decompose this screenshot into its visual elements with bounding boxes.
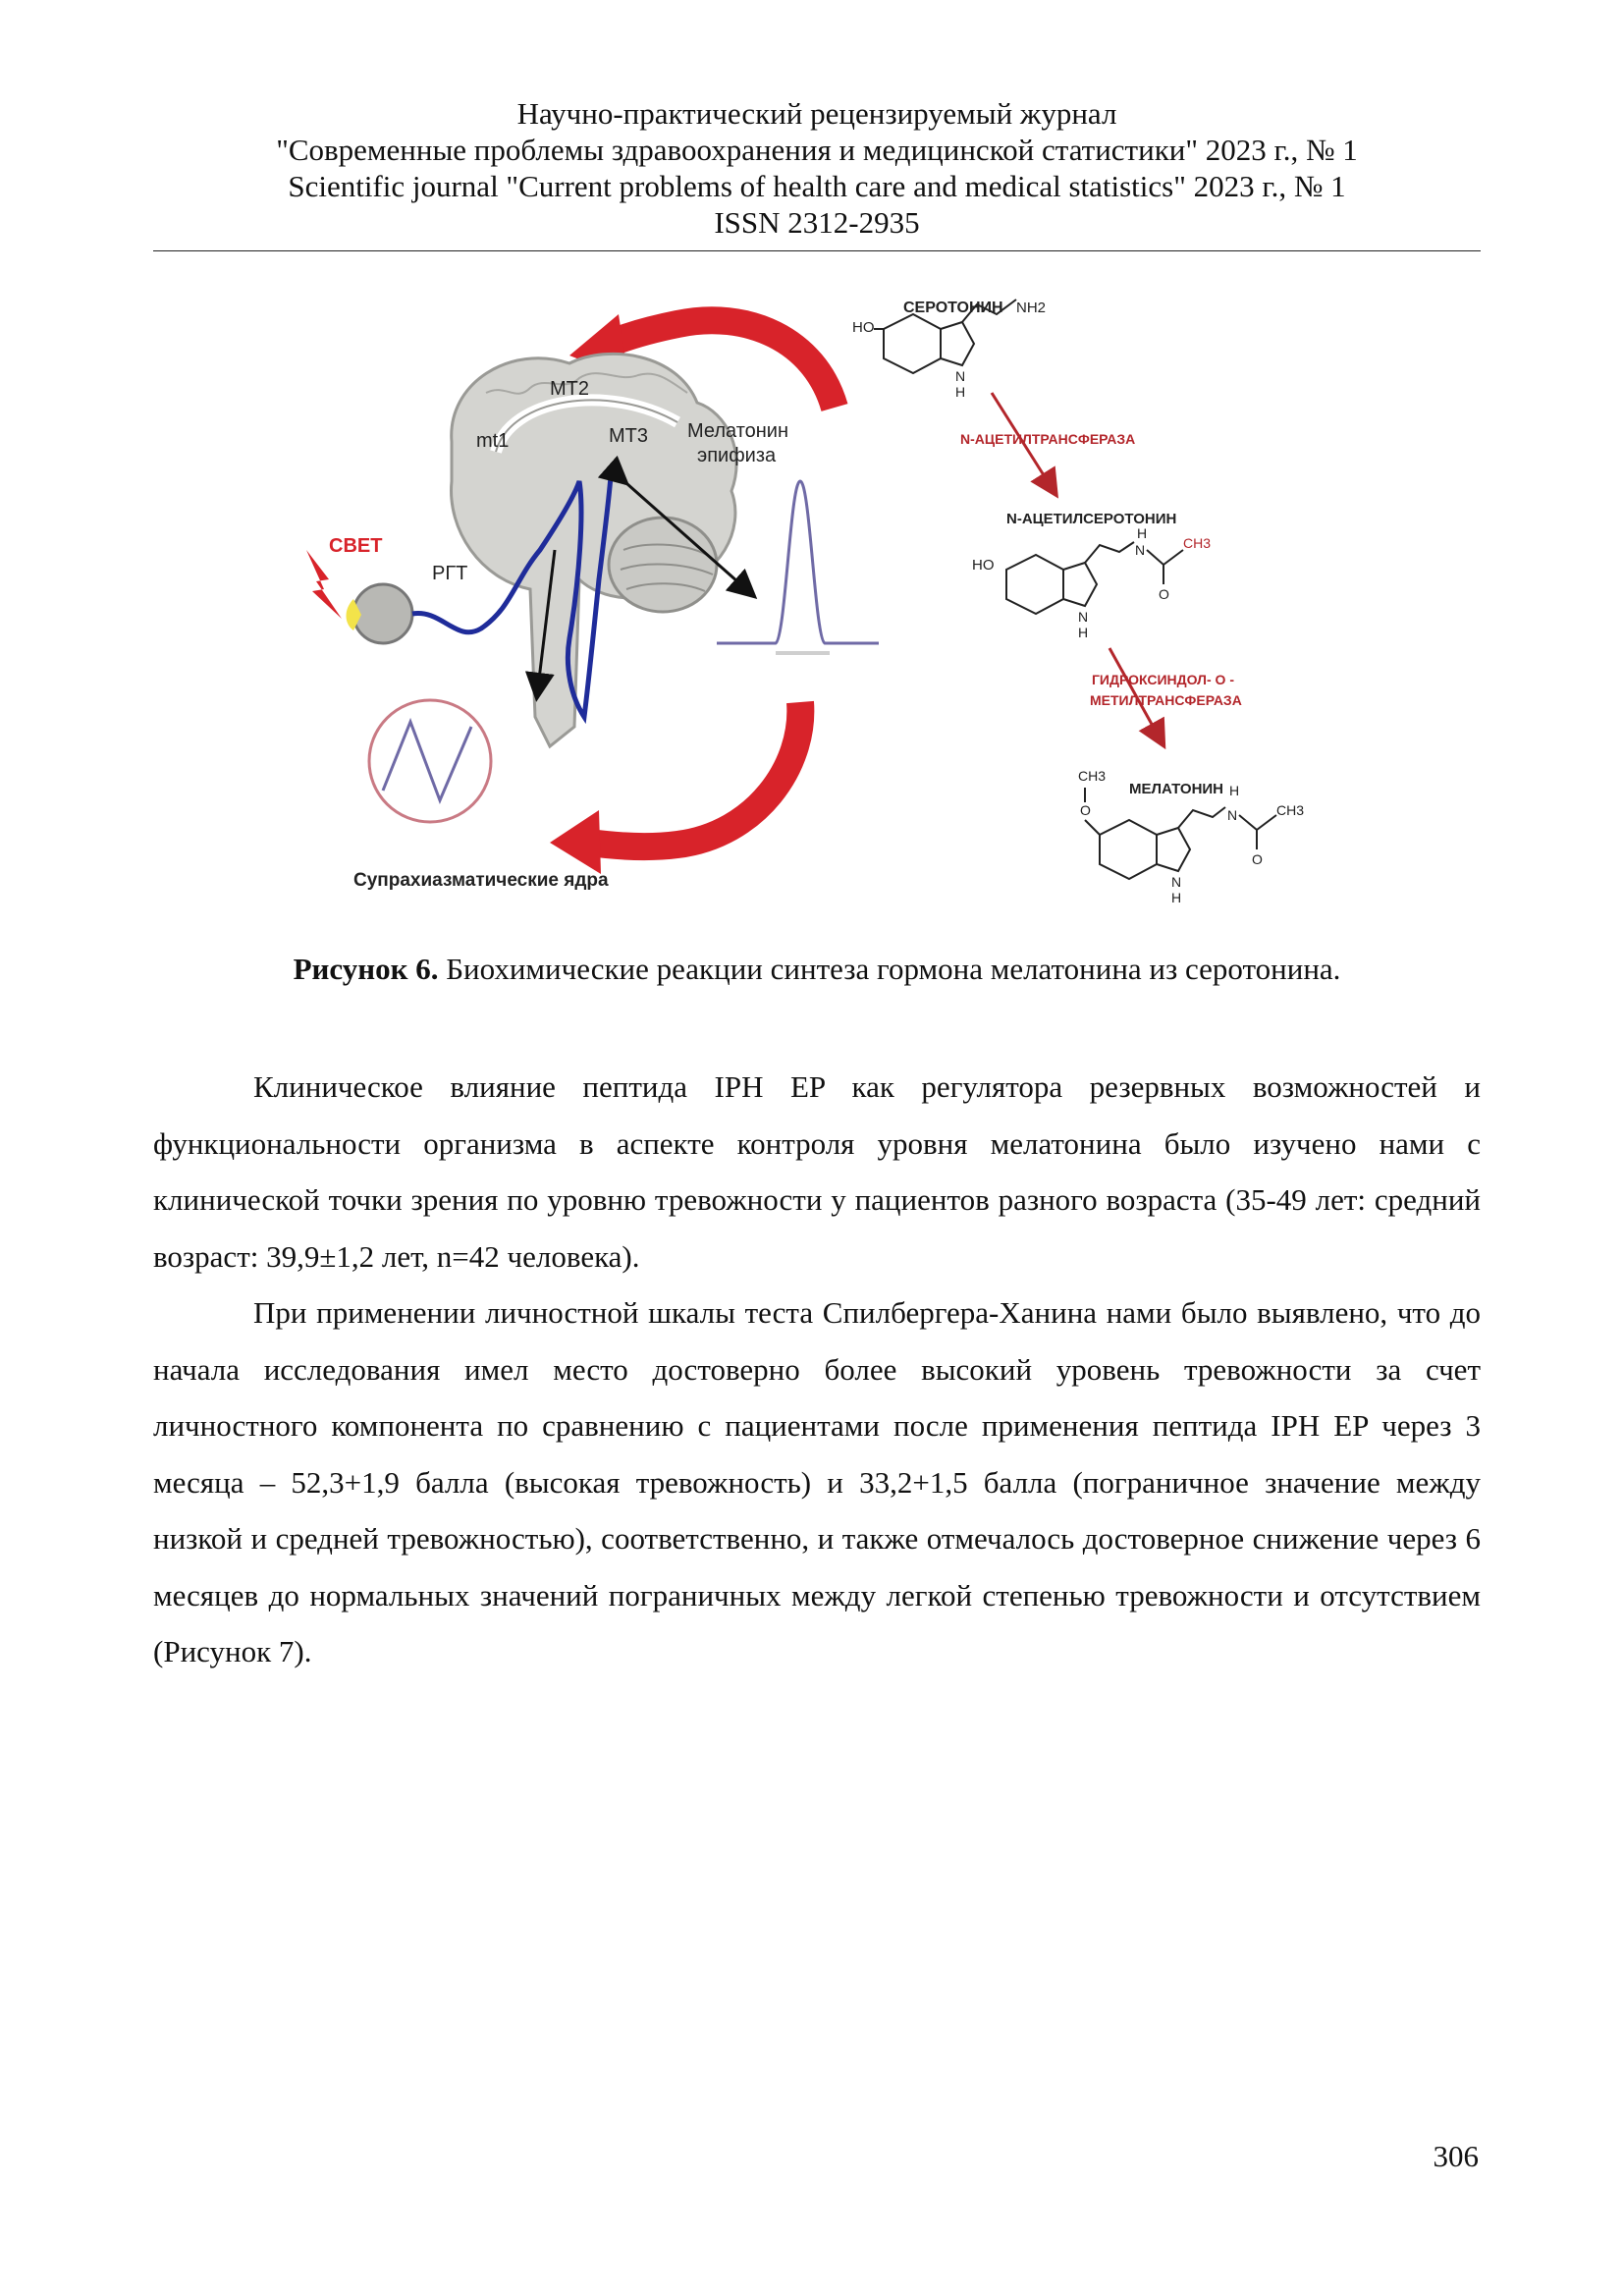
eye-icon [353,584,412,643]
nas-ring-h: H [1078,625,1089,640]
header-line-3: Scientific journal "Current problems of health care and medical statistics" 2023 г., № 1 [288,169,1346,203]
label-n-acetylserotonin: N-АЦЕТИЛСЕРОТОНИН [1006,511,1177,527]
lightning-icon [306,550,342,619]
mel-nh-h: H [1229,783,1240,798]
scn-oscillator-icon [369,700,491,822]
figure-6 [285,285,1355,923]
label-melatonin-line1: Мелатонин [687,420,789,442]
journal-header [153,95,1481,241]
label-melatonin: МЕЛАТОНИН [1129,781,1224,797]
bottom-cycle-arrow [589,702,800,847]
nas-ho: HO [972,557,995,574]
header-rule [153,250,1481,251]
label-svet: СВЕТ [329,535,383,557]
label-enzyme2-line1: ГИДРОКСИНДОЛ- О - [1092,672,1234,687]
mel-ring-n: N [1171,874,1182,890]
label-mt1: mt1 [476,430,510,452]
caption-label: Рисунок 6. [293,952,439,986]
label-enzyme2-line2: МЕТИЛТРАНСФЕРАЗА [1090,692,1242,708]
header-line-2: "Современные проблемы здравоохранения и медицинской статистики" 2023 г., № 1 [276,133,1358,167]
bottom-cycle-arrowhead [550,810,601,874]
mel-och3: CH3 [1078,768,1107,784]
serotonin-n: N [955,368,966,384]
figure-caption [153,950,1481,989]
header-line-4: ISSN 2312-2935 [714,205,920,240]
figure-6-illustration [285,285,1355,923]
serotonin-nh2: NH2 [1016,300,1047,316]
melatonin-peak-curve [717,481,879,643]
label-enzyme1: N-АЦЕТИЛТРАНСФЕРАЗА [960,431,1136,447]
label-serotonin: СЕРОТОНИН [903,300,1003,316]
mel-ch3: CH3 [1276,802,1305,818]
label-mt2: MT2 [550,378,589,400]
label-melatonin-line2: эпифиза [697,445,777,466]
label-mt3: MT3 [609,425,648,447]
nas-nh-n: N [1135,542,1146,558]
header-line-1: Научно-практический рецензируемый журнал [516,96,1117,131]
page-number: 306 [1433,2139,1479,2173]
mel-nh-n: N [1227,807,1238,823]
paragraph-2: При применении личностной шкалы теста Спилбергера-Ханина нами было выявлено, что до начала исследования имел место достоверно более высокий уровень тревожности за счет личностного компонента по сравнению с пациентами после применения пептида IPH EP через 3 месяца – 52,3+1,9 балла (высокая тревожность) и 33,2+1,5 балла (пограничное значение между низкой и средней тревожностью), соответственно, и также отмечалось достоверное снижение через 6 месяцев до нормальных значений пограничных между легкой степенью тревожности и отсутствием (Рисунок 7). [153,1295,1481,1668]
nas-ring-n: N [1078,609,1089,625]
serotonin-h: H [955,384,966,400]
body-text [153,1059,1481,1680]
nas-nh-h: H [1137,525,1148,541]
serotonin-ho: HO [852,319,875,336]
label-scn: Супрахиазматические ядра [353,870,609,891]
label-rgt: РГТ [432,563,468,584]
caption-text: Биохимические реакции синтеза гормона мелатонина из серотонина. [438,952,1341,986]
melatonin-structure [1085,788,1276,879]
nas-o: O [1159,586,1169,602]
nas-ch3: CH3 [1183,535,1212,551]
n-acetylserotonin-structure [1006,542,1183,614]
mel-ring-h: H [1171,890,1182,905]
mel-o: O [1080,802,1091,818]
paragraph-1: Клиническое влияние пептида IPH EP как регулятора резервных возможностей и функциональности организма в аспекте контроля уровня мелатонина было изучено нами с клинической точки зрения по уровню тревожности у пациентов разного возраста (35-49 лет: средний возраст: 39,9±1,2 лет, n=42 человека). [153,1069,1481,1274]
mel-o2: O [1252,851,1263,867]
